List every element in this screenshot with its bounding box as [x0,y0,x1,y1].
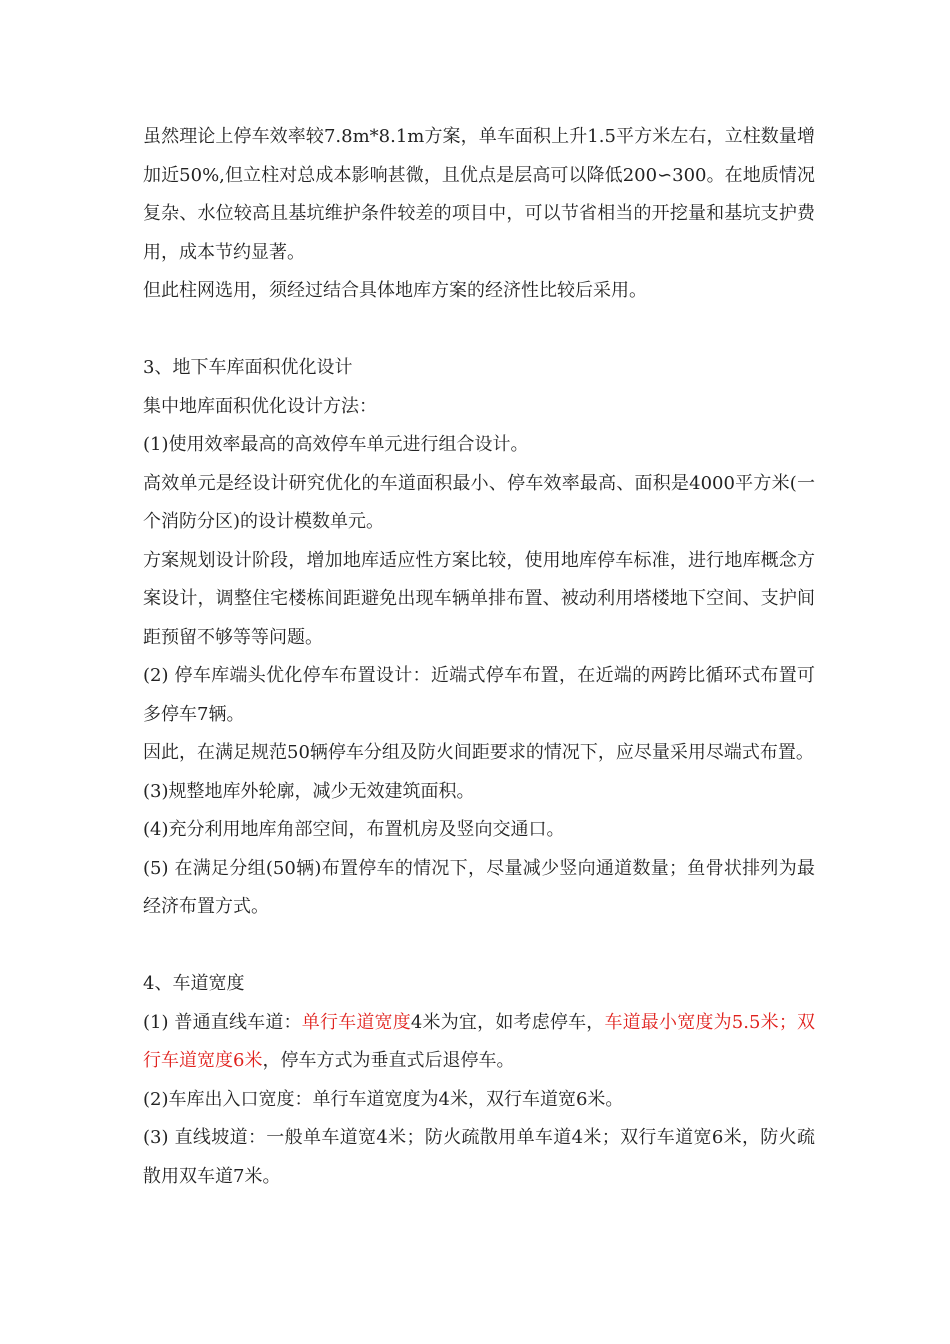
paragraph-method-intro: 集中地库面积优化设计方法： [143,395,377,417]
section-heading-4: 4、车道宽度 [143,973,245,994]
list-item-1: (1)使用效率最高的高效停车单元进行组合设计。 [143,434,529,455]
highlight-single-lane-width: 单行车道宽度 [301,1011,411,1033]
blank-line [143,311,815,350]
paragraph-column-selection: 但此柱网选用，须经过结合具体地库方案的经济性比较后采用。 [143,280,647,301]
text-run: (1) 普通直线车道： [143,1011,302,1033]
document-body [143,118,815,1196]
list-item-5: (5) 在满足分组(50辆)布置停车的情况下，尽量减少竖向通道数量；鱼骨状排列为最经济布置方式。 [143,857,815,917]
list-item-lane-ramp: (3) 直线坡道：一般单车道宽4米；防火疏散用单车道4米；双行车道宽6米，防火疏散用双车道7米。 [143,1127,815,1187]
paragraph-efficient-unit: 高效单元是经设计研究优化的车道面积最小、停车效率最高、面积是4000平方米(一个消防分区)的设计模数单元。 [143,472,815,532]
paragraph-therefore: 因此，在满足规范50辆停车分组及防火间距要求的情况下，应尽量采用尽端式布置。 [143,742,814,763]
text-run: 4米为宜，如考虑停车， [410,1011,605,1033]
text-run: ，停车方式为垂直式后退停车。 [262,1050,515,1071]
paragraph-column-efficiency: 虽然理论上停车效率较7.8m*8.1m方案，单车面积上升1.5平方米左右，立柱数量增加近50%,但立柱对总成本影响甚微，且优点是层高可以降低200∽300。在地质情况复杂、水位较高且基坑维护条件较差的项目中，可以节省相当的开挖量和基坑支护费用，成本节约显著。 [143,126,815,263]
list-item-lane-straight [143,1004,815,1081]
list-item-3: (3)规整地库外轮廓，减少无效建筑面积。 [143,780,475,802]
list-item-lane-entrance: (2)车库出入口宽度：单行车道宽度为4米，双行车道宽6米。 [143,1088,624,1110]
highlight-double-lane-width: 双行车道宽度6米 [143,1011,816,1071]
section-heading-3: 3、地下车库面积优化设计 [143,357,353,378]
list-item-4: (4)充分利用地库角部空间，布置机房及竖向交通口。 [143,819,565,840]
blank-line [143,927,815,966]
highlight-min-lane-width: 车道最小宽度为5.5米； [604,1011,797,1033]
paragraph-scheme-design: 方案规划设计阶段，增加地库适应性方案比较，使用地库停车标准，进行地库概念方案设计，调整住宅楼栋间距避免出现车辆单排布置、被动利用塔楼地下空间、支护间距预留不够等等问题。 [143,549,815,648]
list-item-2: (2) 停车库端头优化停车布置设计：近端式停车布置，在近端的两跨比循环式布置可多停车7辆。 [143,665,815,725]
